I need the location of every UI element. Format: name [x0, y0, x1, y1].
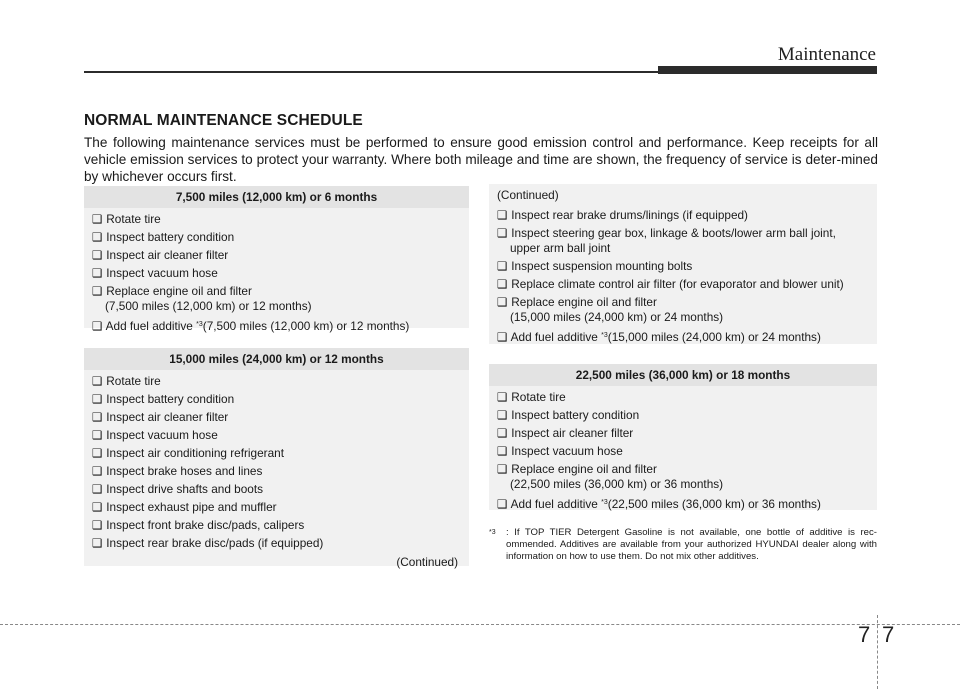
checkbox-icon: ❑: [92, 410, 103, 424]
list-item: ❑ Add fuel additive $^{*3}$(7,500 miles (12,000 km) or 12 months): [92, 319, 410, 333]
checkbox-icon: ❑: [497, 426, 508, 440]
footnote-mark: *3: [489, 529, 496, 536]
list-item: ❑ Inspect rear brake disc/pads (if equipped): [92, 536, 324, 550]
continued-label: (Continued): [497, 188, 559, 202]
list-item: ❑ Inspect battery condition: [92, 392, 235, 406]
schedule-box-22500: [489, 364, 877, 510]
checkbox-icon: ❑: [497, 226, 508, 240]
checkbox-icon: ❑: [92, 464, 103, 478]
footnote-text: : If TOP TIER Detergent Gasoline is not available, one bottle of additive is rec-ommended. Additives are available from your authorized HYUNDAI dealer along with information on how to use them. Do not mix other additives.: [506, 527, 877, 562]
footer-divider: [877, 615, 878, 689]
list-item: ❑ Inspect front brake disc/pads, calipers: [92, 518, 305, 532]
list-item: ❑ Inspect air cleaner filter: [92, 410, 229, 424]
checkbox-icon: ❑: [497, 444, 508, 458]
checkbox-icon: ❑: [497, 277, 508, 291]
list-item: ❑ Inspect air cleaner filter: [497, 426, 634, 440]
list-item: ❑ Inspect drive shafts and boots: [92, 482, 264, 496]
checkbox-icon: ❑: [92, 230, 103, 244]
chapter-number: 7: [858, 622, 871, 647]
list-item: ❑ Inspect air cleaner filter: [92, 248, 229, 262]
checkbox-icon: ❑: [92, 374, 103, 388]
checkbox-icon: ❑: [497, 330, 508, 344]
checkbox-icon: ❑: [497, 259, 508, 273]
list-item: ❑ Inspect rear brake drums/linings (if equipped): [497, 208, 748, 222]
checkbox-icon: ❑: [92, 536, 103, 550]
list-item: ❑ Replace engine oil and filter (22,500 miles (36,000 km) or 36 months): [497, 462, 724, 491]
header-bar: [658, 66, 877, 74]
checkbox-icon: ❑: [497, 295, 508, 309]
checkbox-icon: ❑: [92, 266, 103, 280]
schedule-box-15000-continued: [489, 184, 877, 344]
footnote: [489, 527, 877, 563]
checkbox-icon: ❑: [497, 408, 508, 422]
checkbox-icon: ❑: [92, 248, 103, 262]
intro-paragraph: The following maintenance services must be performed to ensure good emission control and performance. Keep receipts for all vehicle emission services to protect your warranty. Where both mileage and time are shown, the frequency of service is deter-mined by whichever occurs first.: [84, 135, 878, 184]
list-item: ❑ Inspect brake hoses and lines: [92, 464, 263, 478]
list-item: ❑ Inspect vacuum hose: [497, 444, 623, 458]
list-item: ❑ Inspect steering gear box, linkage & boots/lower arm ball joint, upper arm ball joint: [497, 226, 836, 255]
page-title: NORMAL MAINTENANCE SCHEDULE: [84, 112, 363, 129]
list-item: ❑ Inspect suspension mounting bolts: [497, 259, 693, 273]
schedule-heading: 22,500 miles (36,000 km) or 18 months: [489, 364, 877, 386]
footnote-ref: *3: [196, 321, 203, 328]
footnote-ref: *3: [601, 499, 608, 506]
checkbox-icon: ❑: [497, 497, 508, 511]
list-item: ❑ Inspect exhaust pipe and muffler: [92, 500, 277, 514]
footer-rule: [0, 624, 960, 625]
continued-label: (Continued): [396, 555, 458, 569]
page-number: 7: [882, 622, 895, 647]
checkbox-icon: ❑: [497, 390, 508, 404]
list-item: ❑ Rotate tire: [92, 212, 161, 226]
checkbox-icon: ❑: [92, 500, 103, 514]
list-item: ❑ Add fuel additive $^{*3}$(15,000 miles (24,000 km) or 24 months): [497, 330, 821, 344]
checkbox-icon: ❑: [92, 482, 103, 496]
list-item: ❑ Inspect battery condition: [92, 230, 235, 244]
list-item: ❑ Replace climate control air filter (for evaporator and blower unit): [497, 277, 844, 291]
footnote-ref: *3: [601, 332, 608, 339]
list-item: ❑ Replace engine oil and filter (7,500 miles (12,000 km) or 12 months): [92, 284, 312, 313]
list-item: ❑ Rotate tire: [497, 390, 566, 404]
list-item: ❑ Add fuel additive $^{*3}$(22,500 miles (36,000 km) or 36 months): [497, 497, 821, 511]
checkbox-icon: ❑: [92, 518, 103, 532]
list-item: ❑ Inspect air conditioning refrigerant: [92, 446, 284, 460]
checkbox-icon: ❑: [92, 428, 103, 442]
list-item: ❑ Replace engine oil and filter (15,000 miles (24,000 km) or 24 months): [497, 295, 724, 324]
checkbox-icon: ❑: [497, 208, 508, 222]
list-item: ❑ Inspect vacuum hose: [92, 428, 218, 442]
checkbox-icon: ❑: [92, 392, 103, 406]
list-item: ❑ Inspect battery condition: [497, 408, 640, 422]
schedule-box-7500: [84, 186, 469, 333]
list-item: ❑ Rotate tire: [92, 374, 161, 388]
checkbox-icon: ❑: [92, 284, 103, 298]
checkbox-icon: ❑: [497, 462, 508, 476]
checkbox-icon: ❑: [92, 212, 103, 226]
schedule-heading: 15,000 miles (24,000 km) or 12 months: [84, 348, 469, 370]
checkbox-icon: ❑: [92, 446, 103, 460]
header-rule: [84, 71, 658, 73]
schedule-box-15000: [84, 348, 469, 569]
checkbox-icon: ❑: [92, 319, 103, 333]
schedule-heading: 7,500 miles (12,000 km) or 6 months: [84, 186, 469, 208]
list-item: ❑ Inspect vacuum hose: [92, 266, 218, 280]
section-title: Maintenance: [777, 44, 876, 65]
